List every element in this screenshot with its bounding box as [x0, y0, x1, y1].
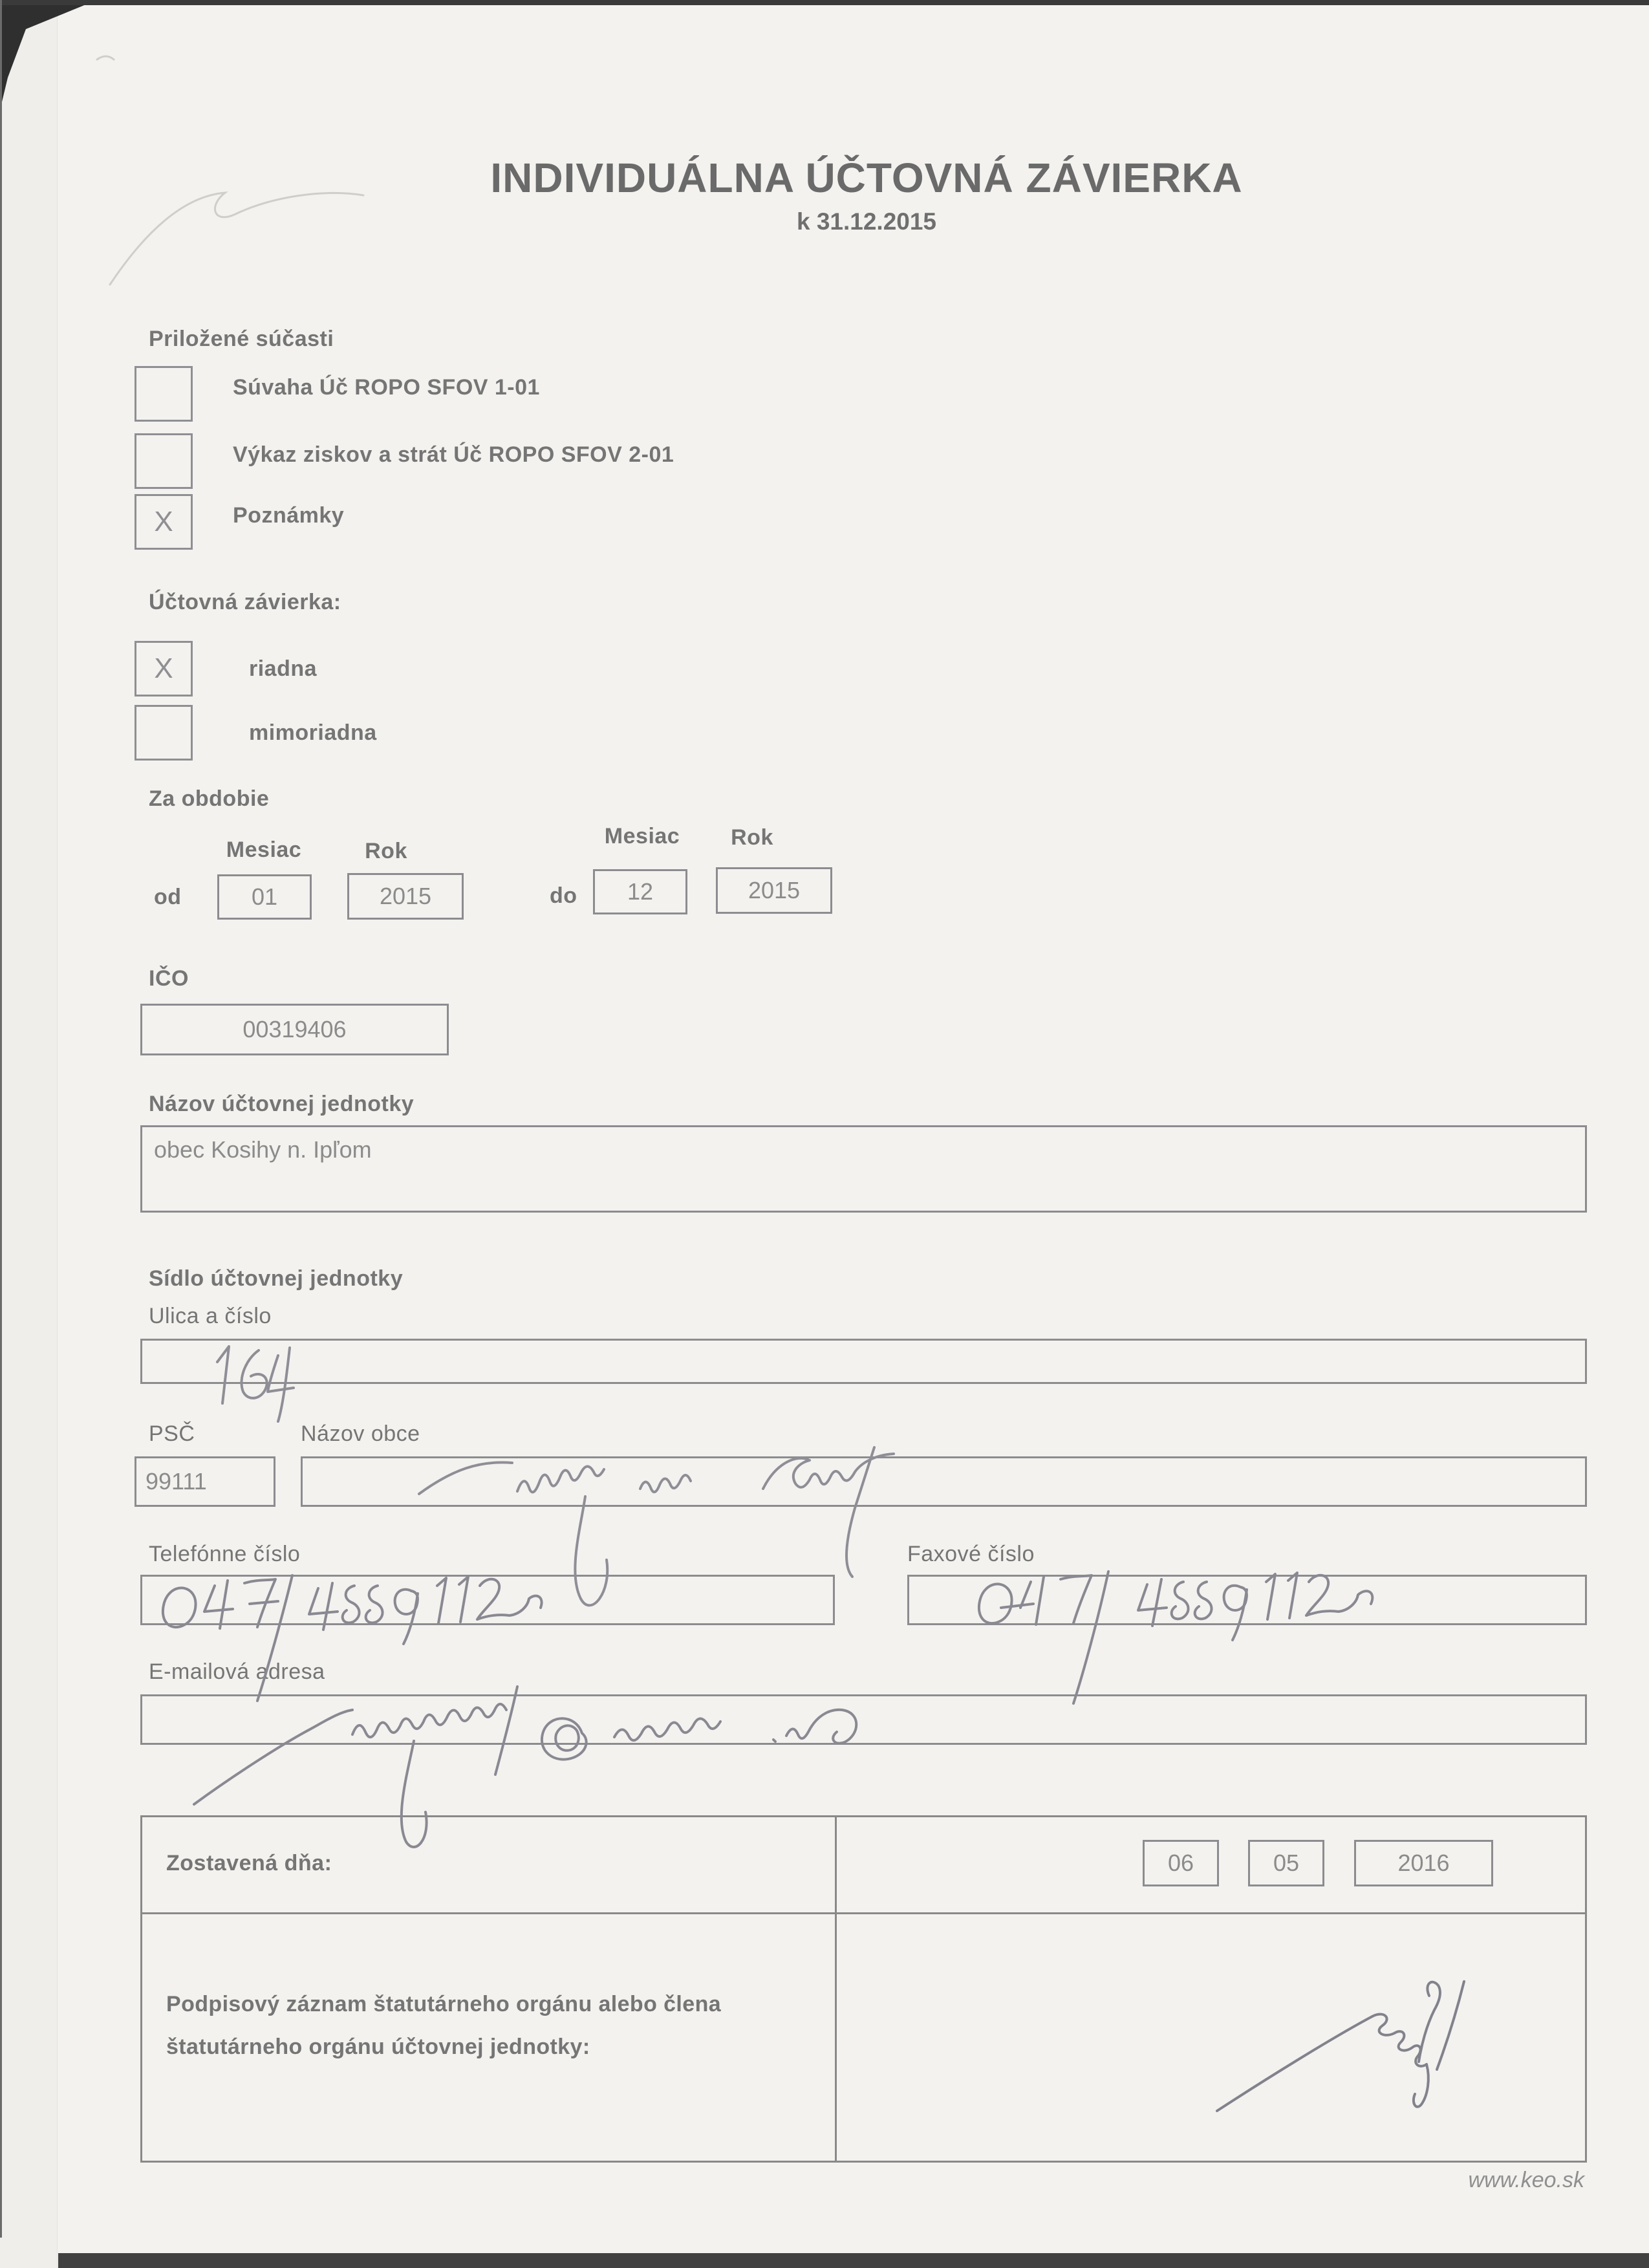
signatory-label: Podpisový záznam štatutárneho orgánu alebo člena štatutárneho orgánu účtovnej jednotky: — [166, 1992, 722, 2059]
checkbox-suvaha[interactable] — [135, 366, 193, 422]
town-input[interactable] — [301, 1456, 1587, 1507]
pencil-smudge-artifact — [97, 56, 363, 285]
compiled-year-input[interactable] — [1354, 1840, 1493, 1886]
period-to-label: do — [550, 883, 577, 908]
checkbox-vykaz[interactable] — [135, 433, 193, 489]
checkbox-mimoriadna[interactable] — [135, 705, 193, 761]
period-to-year-input[interactable] — [716, 867, 832, 914]
email-label: E-mailová adresa — [149, 1659, 325, 1684]
psc-input[interactable] — [135, 1456, 275, 1507]
street-input[interactable] — [140, 1339, 1587, 1384]
ico-input[interactable] — [140, 1004, 449, 1055]
closing-type-heading: Účtovná závierka: — [149, 590, 341, 614]
period-to-month-label: Mesiac — [604, 824, 680, 848]
label-poznamky: Poznámky — [233, 503, 345, 528]
phone-input[interactable] — [140, 1575, 835, 1625]
ico-value: 00319406 — [242, 1016, 347, 1042]
period-from-year-label: Rok — [365, 839, 407, 863]
checkbox-poznamky-mark: X — [154, 506, 173, 537]
period-from-label: od — [154, 885, 182, 909]
footer-website: www.keo.sk — [1468, 2168, 1584, 2192]
period-to-year-label: Rok — [731, 825, 773, 850]
page-title: INDIVIDUÁLNA ÚČTOVNÁ ZÁVIERKA — [490, 155, 1243, 201]
page-subtitle: k 31.12.2015 — [796, 208, 937, 235]
checkbox-riadna[interactable] — [135, 641, 193, 697]
label-riadna: riadna — [249, 656, 318, 681]
fax-label: Faxové číslo — [907, 1542, 1035, 1566]
checkbox-riadna-mark: X — [154, 653, 173, 684]
period-from-month-input[interactable] — [217, 874, 312, 920]
attachments-heading: Priložené súčasti — [149, 327, 334, 351]
signature-table-horizontal-divider — [142, 1912, 1585, 1914]
paper-edge-strip — [0, 0, 58, 2268]
psc-value: 99111 — [146, 1468, 207, 1495]
town-label: Názov obce — [301, 1421, 420, 1446]
period-to-month-value: 12 — [627, 878, 654, 905]
period-from-year-value: 2015 — [379, 883, 432, 909]
period-from-month-value: 01 — [251, 883, 278, 910]
psc-label: PSČ — [149, 1421, 195, 1446]
compiled-month-value: 05 — [1273, 1850, 1300, 1876]
scan-edge-top — [0, 0, 1649, 5]
phone-label: Telefónne číslo — [149, 1542, 301, 1566]
signature-table-vertical-divider — [835, 1817, 837, 2161]
period-to-month-input[interactable] — [593, 869, 687, 914]
compiled-date-label: Zostavená dňa: — [166, 1851, 332, 1875]
ico-label: IČO — [149, 966, 189, 991]
period-from-month-label: Mesiac — [226, 837, 302, 862]
period-heading: Za obdobie — [149, 786, 270, 811]
period-from-year-input[interactable] — [347, 873, 464, 920]
email-handwritten-text — [142, 1696, 143, 1697]
label-mimoriadna: mimoriadna — [249, 720, 377, 745]
scan-edge-left — [0, 0, 2, 2238]
entity-name-label: Názov účtovnej jednotky — [149, 1092, 415, 1116]
email-input[interactable] — [140, 1694, 1587, 1745]
fax-input[interactable] — [907, 1575, 1587, 1625]
label-vykaz: Výkaz ziskov a strát Úč ROPO SFOV 2-01 — [233, 442, 674, 467]
entity-name-value: obec Kosihy n. Ipľom — [154, 1136, 372, 1163]
period-to-year-value: 2015 — [748, 877, 801, 903]
compiled-day-input[interactable] — [1143, 1840, 1219, 1886]
checkbox-poznamky[interactable] — [135, 494, 193, 550]
compiled-month-input[interactable] — [1248, 1840, 1324, 1886]
entity-name-input[interactable] — [140, 1125, 1587, 1213]
label-suvaha: Súvaha Úč ROPO SFOV 1-01 — [233, 375, 540, 400]
compiled-day-value: 06 — [1167, 1850, 1194, 1876]
compiled-year-value: 2016 — [1397, 1850, 1450, 1876]
address-heading: Sídlo účtovnej jednotky — [149, 1266, 404, 1291]
scan-edge-bottom — [58, 2253, 1649, 2268]
street-label: Ulica a číslo — [149, 1304, 272, 1328]
